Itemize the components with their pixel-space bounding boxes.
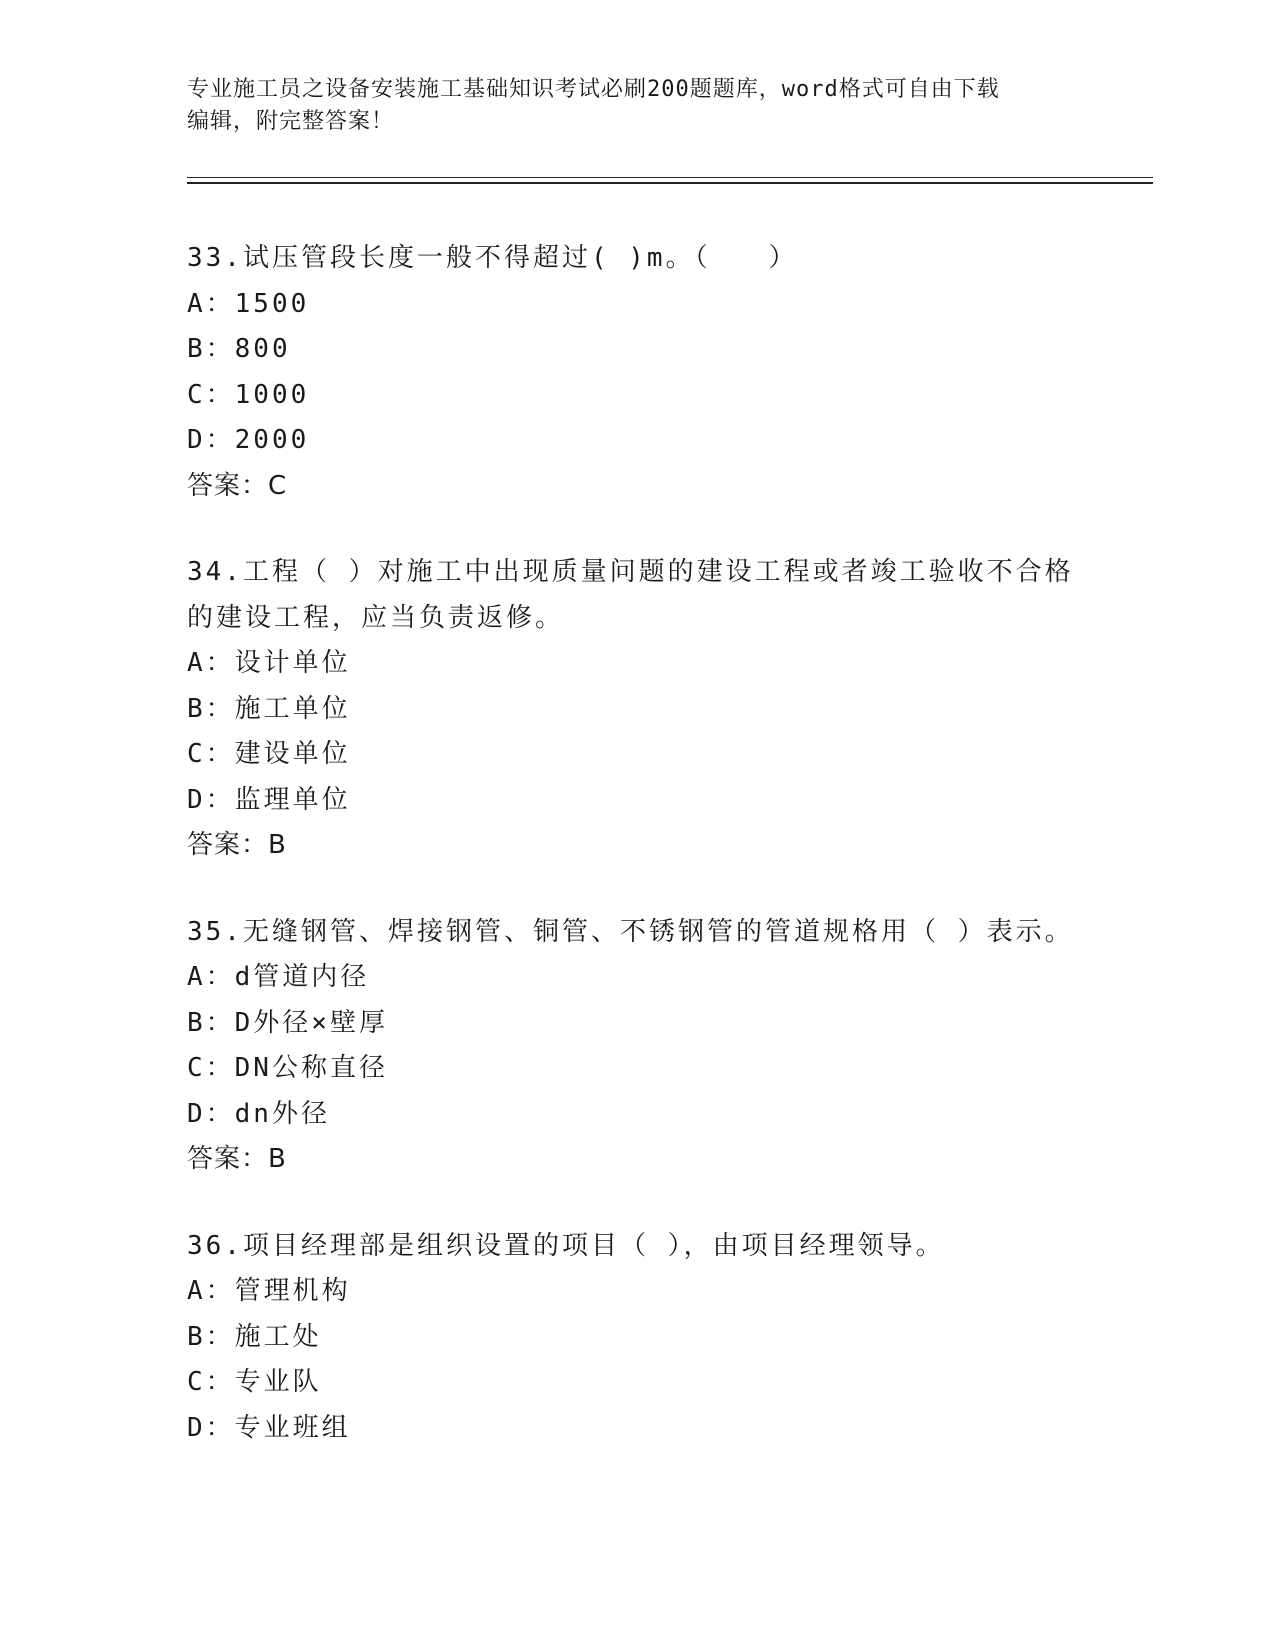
question-stem: [187, 236, 1087, 282]
option-d: D：专业班组: [187, 1412, 351, 1443]
option-b: B：800: [187, 334, 291, 364]
question-stem: [187, 1224, 1087, 1270]
option-c: C：DN公称直径: [187, 1053, 388, 1083]
option-d: D：dn外径: [187, 1098, 330, 1129]
option-b: B：D外径×壁厚: [187, 1007, 388, 1038]
question-stem: [187, 550, 1087, 641]
question-36: [187, 1224, 1087, 1452]
option-a: A：d管道内径: [187, 962, 370, 992]
option-b: B：施工单位: [187, 693, 351, 724]
option-a: A：管理机构: [187, 1276, 351, 1306]
option-c: C：专业队: [187, 1367, 322, 1397]
stem-line: 35.无缝钢管、焊接钢管、铜管、不锈钢管的管道规格用（ ）表示。: [187, 916, 1074, 947]
stem-line: 33.试压管段长度一般不得超过( )m。（ ）: [187, 243, 798, 273]
option-a: A：设计单位: [187, 648, 351, 678]
question-34: [187, 550, 1087, 869]
header-line-2: 编辑，附完整答案！: [187, 109, 395, 134]
option-d: D：监理单位: [187, 784, 351, 815]
option-c: C：建设单位: [187, 739, 351, 769]
question-35: [187, 910, 1087, 1183]
stem-line: 的建设工程，应当负责返修。: [187, 602, 565, 633]
header-line-1: 专业施工员之设备安装施工基础知识考试必刷200题题库，word格式可自由下载: [187, 77, 1000, 102]
option-a: A：1500: [187, 288, 310, 319]
answer-line: 答案：B: [187, 830, 287, 860]
question-list: [187, 236, 1087, 1492]
answer-line: 答案：B: [187, 1144, 287, 1174]
stem-line: 34.工程（ ）对施工中出现质量问题的建设工程或者竣工验收不合格: [187, 557, 1074, 587]
document-header: [187, 74, 1087, 138]
question-stem: [187, 910, 1087, 956]
header-divider-top: [187, 177, 1153, 178]
question-33: [187, 236, 1087, 509]
stem-line: 36.项目经理部是组织设置的项目（ ），由项目经理领导。: [187, 1230, 945, 1261]
answer-line: 答案：C: [187, 470, 288, 501]
option-b: B：施工处: [187, 1321, 322, 1352]
option-c: C：1000: [187, 379, 310, 410]
option-d: D：2000: [187, 425, 310, 455]
header-divider-bottom: [187, 182, 1153, 184]
